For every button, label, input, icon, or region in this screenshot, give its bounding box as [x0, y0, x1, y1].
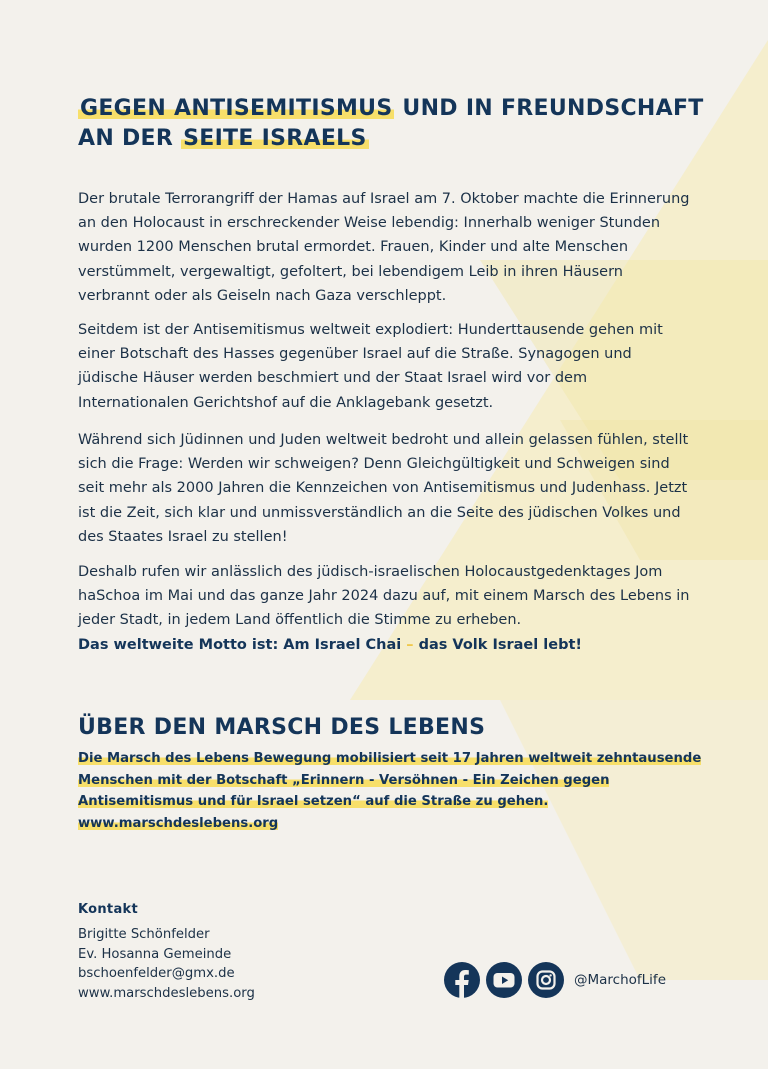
motto-dash: – [401, 636, 419, 653]
contact-organization: Ev. Hosanna Gemeinde [78, 946, 232, 962]
contact-email-link[interactable]: bschoenfelder@gmx.de [78, 966, 235, 982]
social-links [444, 962, 666, 998]
heading-highlight-antisemitismus: GEGEN ANTISEMITISMUS [80, 96, 393, 121]
paragraph-aufruf [78, 560, 690, 657]
main-heading [78, 94, 718, 154]
instagram-icon[interactable] [528, 962, 564, 998]
about-url-link[interactable]: www.marschdeslebens.org [78, 815, 279, 831]
contact-name: Brigitte Schönfelder [78, 927, 210, 942]
about-block [78, 748, 708, 834]
youtube-icon[interactable] [486, 962, 522, 998]
heading-middle-text: UND IN FREUNDSCHAFT AN DER [78, 96, 704, 151]
about-heading: ÜBER DEN MARSCH DES LEBENS [78, 715, 486, 740]
motto-part1: Das weltweite Motto ist: Am Israel Chai [78, 636, 402, 653]
motto-part2: das Volk Israel lebt! [418, 636, 582, 653]
facebook-icon[interactable] [444, 962, 480, 998]
heading-highlight-seite-israels: SEITE ISRAELS [183, 126, 367, 151]
aufruf-text: Deshalb rufen wir anlässlich des jüdisch-israelischen Holocaustgedenktages Jom haSchoa im Mai und das ganze Jahr 2024 dazu auf, mit einem Marsch des Lebens in jeder Stadt, in jedem Land öffentlich die Stimme zu erheben. [78, 564, 690, 629]
social-handle[interactable]: @MarchofLife [574, 972, 666, 988]
paragraph-schweigen: Während sich Jüdinnen und Juden weltweit bedroht und allein gelassen fühlen, stellt sich die Frage: Werden wir schweigen? Denn Gleichgültigkeit und Schweigen sind seit mehr als 2000 Jahren die Kennzeichen von Antisemitismus und Judenhass. Jetzt ist die Zeit, sich klar und unmissverständlich an die Seite des jüdischen Volkes und des Staates Israel zu stellen! [78, 432, 689, 545]
paragraph-antisemitismus-explodiert: Seitdem ist der Antisemitismus weltweit explodiert: Hunderttausende gehen mit einer Botschaft des Hasses gegenüber Israel auf die Straße. Synagogen und jüdische Häuser werden beschmiert und der Staat Israel wird vor dem Internationalen Gerichtshof auf die Anklagebank gesetzt. [78, 322, 663, 411]
contact-title: Kontakt [78, 902, 138, 917]
contact-details [78, 925, 255, 1004]
paragraph-terrorangriff: Der brutale Terrorangriff der Hamas auf Israel am 7. Oktober machte die Erinnerung an den Holocaust in erschreckender Weise lebendig: Innerhalb weniger Stunden wurden 1200 Menschen brutal ermordet. Frauen, Kinder und alte Menschen verstümmelt, vergewaltigt, gefoltert, bei lebendigem Leib in ihren Häusern verbrannt oder als Geiseln nach Gaza verschleppt. [78, 191, 690, 304]
contact-website-link[interactable]: www.marschdeslebens.org [78, 986, 255, 1002]
about-text: Die Marsch des Lebens Bewegung mobilisiert seit 17 Jahren weltweit zehntausende Menschen mit der Botschaft „Erinnern - Versöhnen - Ein Zeichen gegen Antisemitismus und für Israel setzen“ auf die Straße zu gehen. [78, 751, 702, 809]
